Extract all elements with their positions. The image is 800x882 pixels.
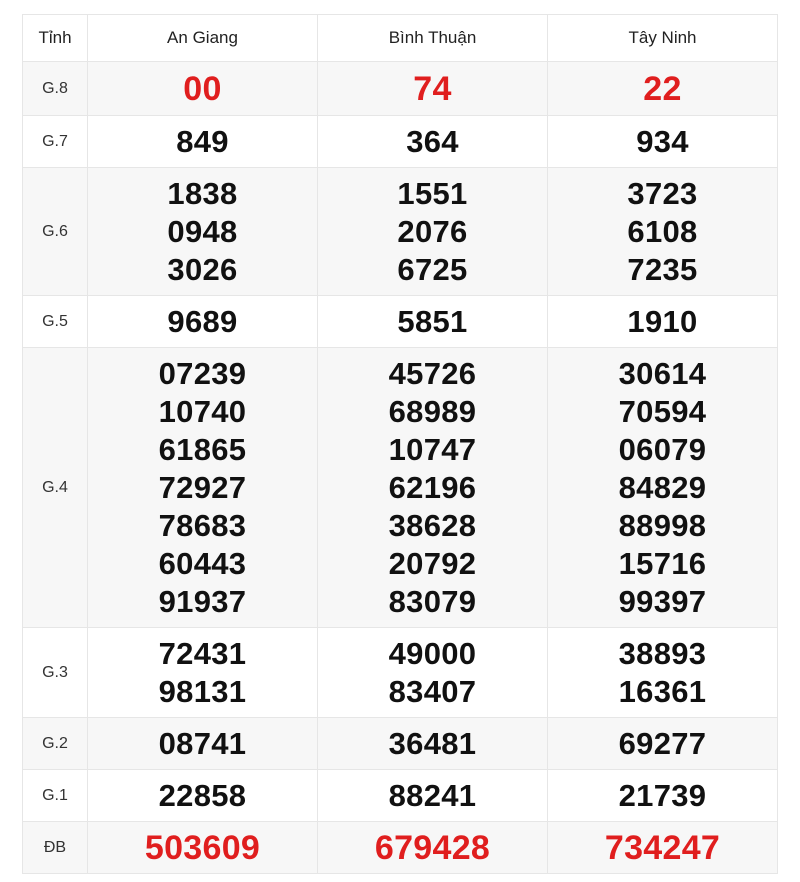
prize-cell bbox=[548, 822, 778, 874]
prize-tier-label: G.1 bbox=[23, 770, 88, 822]
prize-number: 98131 bbox=[158, 673, 247, 709]
table-row-g7 bbox=[23, 116, 778, 168]
prize-tier-label: G.6 bbox=[23, 168, 88, 296]
prize-number: 1551 bbox=[397, 175, 468, 211]
prize-number: 503609 bbox=[144, 828, 261, 867]
prize-number: 38893 bbox=[618, 635, 707, 671]
prize-number: 10740 bbox=[158, 393, 247, 429]
prize-number: 22 bbox=[643, 69, 682, 108]
prize-cell bbox=[548, 718, 778, 770]
prize-number: 88998 bbox=[618, 507, 707, 543]
prize-cell bbox=[318, 116, 548, 168]
prize-number: 1910 bbox=[627, 303, 698, 339]
prize-cell bbox=[88, 348, 318, 628]
table-row-g5 bbox=[23, 296, 778, 348]
prize-number: 10747 bbox=[388, 431, 477, 467]
prize-number: 99397 bbox=[618, 583, 707, 619]
prize-cell bbox=[318, 718, 548, 770]
prize-number: 49000 bbox=[388, 635, 477, 671]
prize-number: 78683 bbox=[158, 507, 247, 543]
prize-number: 6725 bbox=[397, 251, 468, 287]
prize-number: 679428 bbox=[374, 828, 491, 867]
prize-number: 38628 bbox=[388, 507, 477, 543]
table-row-g1 bbox=[23, 770, 778, 822]
header-province-binh-thuan[interactable]: Bình Thuận bbox=[318, 15, 548, 62]
prize-number: 15716 bbox=[618, 545, 707, 581]
prize-cell bbox=[318, 348, 548, 628]
prize-cell bbox=[548, 62, 778, 116]
prize-number: 0948 bbox=[167, 213, 238, 249]
prize-number: 68989 bbox=[388, 393, 477, 429]
prize-cell bbox=[548, 628, 778, 718]
prize-cell bbox=[318, 822, 548, 874]
prize-cell bbox=[88, 62, 318, 116]
prize-cell bbox=[88, 718, 318, 770]
prize-number: 20792 bbox=[388, 545, 477, 581]
prize-number: 62196 bbox=[388, 469, 477, 505]
prize-number: 934 bbox=[636, 123, 689, 159]
prize-number: 74 bbox=[413, 69, 452, 108]
prize-number: 30614 bbox=[618, 355, 707, 391]
lottery-results-table bbox=[22, 14, 778, 874]
prize-number: 06079 bbox=[618, 431, 707, 467]
prize-cell bbox=[88, 822, 318, 874]
header-tier: Tỉnh bbox=[23, 15, 88, 62]
prize-tier-label: G.2 bbox=[23, 718, 88, 770]
prize-cell bbox=[88, 296, 318, 348]
prize-cell bbox=[318, 628, 548, 718]
prize-cell bbox=[88, 116, 318, 168]
prize-cell bbox=[548, 296, 778, 348]
prize-cell bbox=[318, 168, 548, 296]
prize-number: 08741 bbox=[158, 725, 247, 761]
prize-number: 364 bbox=[406, 123, 459, 159]
prize-number: 72927 bbox=[158, 469, 247, 505]
table-row-g2 bbox=[23, 718, 778, 770]
table-row-g8 bbox=[23, 62, 778, 116]
prize-cell bbox=[548, 168, 778, 296]
prize-tier-label: ĐB bbox=[23, 822, 88, 874]
prize-number: 84829 bbox=[618, 469, 707, 505]
prize-number: 69277 bbox=[618, 725, 707, 761]
prize-number: 61865 bbox=[158, 431, 247, 467]
prize-cell bbox=[88, 168, 318, 296]
prize-number: 83407 bbox=[388, 673, 477, 709]
table-row-g6 bbox=[23, 168, 778, 296]
table-row-g4 bbox=[23, 348, 778, 628]
prize-number: 91937 bbox=[158, 583, 247, 619]
prize-number: 1838 bbox=[167, 175, 238, 211]
prize-number: 88241 bbox=[388, 777, 477, 813]
prize-number: 07239 bbox=[158, 355, 247, 391]
header-province-an-giang[interactable]: An Giang bbox=[88, 15, 318, 62]
prize-number: 3723 bbox=[627, 175, 698, 211]
prize-number: 3026 bbox=[167, 251, 238, 287]
prize-number: 5851 bbox=[397, 303, 468, 339]
prize-number: 2076 bbox=[397, 213, 468, 249]
prize-tier-label: G.8 bbox=[23, 62, 88, 116]
prize-tier-label: G.4 bbox=[23, 348, 88, 628]
prize-number: 70594 bbox=[618, 393, 707, 429]
prize-cell bbox=[318, 62, 548, 116]
prize-cell bbox=[548, 116, 778, 168]
prize-number: 72431 bbox=[158, 635, 247, 671]
prize-number: 45726 bbox=[388, 355, 477, 391]
table-row-g3 bbox=[23, 628, 778, 718]
prize-number: 16361 bbox=[618, 673, 707, 709]
prize-number: 36481 bbox=[388, 725, 477, 761]
table-row-special bbox=[23, 822, 778, 874]
prize-tier-label: G.5 bbox=[23, 296, 88, 348]
prize-number: 22858 bbox=[158, 777, 247, 813]
prize-cell bbox=[548, 348, 778, 628]
prize-number: 00 bbox=[183, 69, 222, 108]
prize-tier-label: G.3 bbox=[23, 628, 88, 718]
prize-number: 849 bbox=[176, 123, 229, 159]
prize-number: 21739 bbox=[618, 777, 707, 813]
prize-number: 83079 bbox=[388, 583, 477, 619]
table-header-row bbox=[23, 15, 778, 62]
prize-number: 7235 bbox=[627, 251, 698, 287]
header-province-tay-ninh[interactable]: Tây Ninh bbox=[548, 15, 778, 62]
prize-tier-label: G.7 bbox=[23, 116, 88, 168]
prize-number: 9689 bbox=[167, 303, 238, 339]
prize-cell bbox=[318, 770, 548, 822]
prize-cell bbox=[318, 296, 548, 348]
prize-cell bbox=[88, 770, 318, 822]
prize-number: 734247 bbox=[604, 828, 721, 867]
prize-cell bbox=[548, 770, 778, 822]
prize-number: 6108 bbox=[627, 213, 698, 249]
prize-number: 60443 bbox=[158, 545, 247, 581]
prize-cell bbox=[88, 628, 318, 718]
